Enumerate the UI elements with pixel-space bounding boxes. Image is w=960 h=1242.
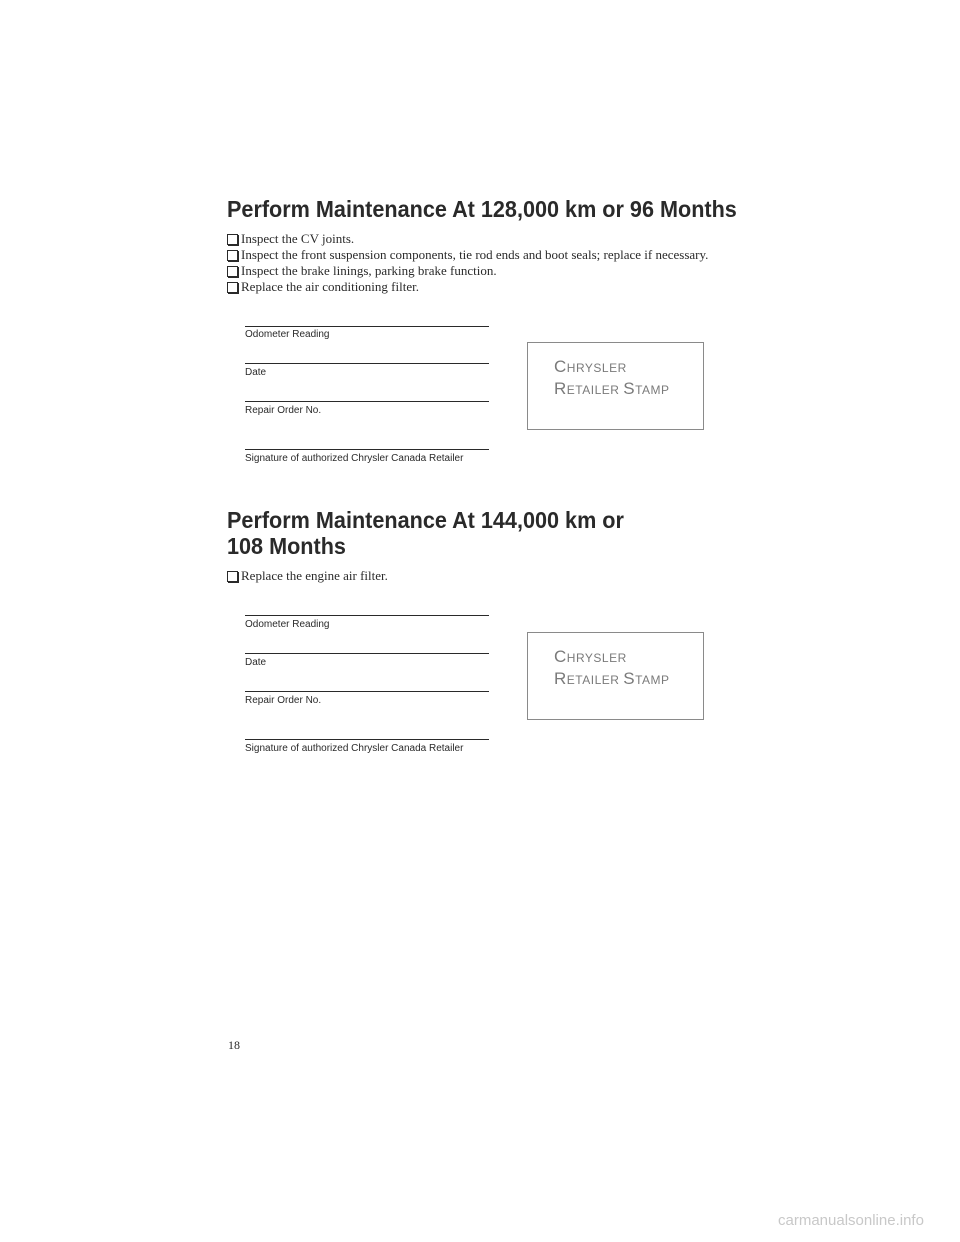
checkbox-icon[interactable] — [227, 571, 238, 582]
checklist-item — [227, 568, 388, 584]
signature-line[interactable] — [245, 739, 489, 740]
repair-order-label: Repair Order No. — [245, 405, 322, 416]
retailer-stamp-box — [527, 342, 704, 430]
checklist-item-text: Inspect the brake linings, parking brake function. — [241, 263, 497, 278]
odometer-label: Odometer Reading — [245, 619, 330, 630]
date-label: Date — [245, 367, 267, 378]
section-2-heading-line-2: 108 Months — [227, 533, 346, 559]
repair-order-line[interactable] — [245, 401, 489, 402]
checklist-item-text: Replace the engine air filter. — [241, 568, 388, 583]
signature-label: Signature of authorized Chrysler Canada Retailer — [245, 453, 464, 464]
date-line[interactable] — [245, 363, 489, 364]
odometer-line[interactable] — [245, 615, 489, 616]
stamp-line-1: CHRYSLER — [554, 647, 627, 666]
section-2-heading-line-1: Perform Maintenance At 144,000 km or — [227, 507, 624, 533]
odometer-label: Odometer Reading — [245, 329, 330, 340]
stamp-line-2: RETAILER STAMP — [554, 379, 670, 398]
repair-order-line[interactable] — [245, 691, 489, 692]
checkbox-icon[interactable] — [227, 266, 238, 277]
retailer-stamp-box — [527, 632, 704, 720]
repair-order-label: Repair Order No. — [245, 695, 322, 706]
page-number: 18 — [228, 1038, 240, 1052]
date-line[interactable] — [245, 653, 489, 654]
checklist-item-text: Inspect the CV joints. — [241, 231, 355, 246]
checklist-item — [227, 247, 708, 263]
signature-line[interactable] — [245, 449, 489, 450]
signature-label: Signature of authorized Chrysler Canada Retailer — [245, 743, 464, 754]
section-1-heading: Perform Maintenance At 128,000 km or 96 Months — [227, 196, 737, 222]
odometer-line[interactable] — [245, 326, 489, 327]
checklist-item-text: Replace the air conditioning filter. — [241, 279, 419, 294]
checklist-item — [227, 231, 354, 247]
checkbox-icon[interactable] — [227, 234, 238, 245]
checklist-item — [227, 279, 419, 295]
stamp-line-2: RETAILER STAMP — [554, 669, 670, 688]
checklist-item — [227, 263, 497, 279]
stamp-line-1: CHRYSLER — [554, 357, 627, 376]
checkbox-icon[interactable] — [227, 282, 238, 293]
checklist-item-text: Inspect the front suspension components, tie rod ends and boot seals; replace if necessary. — [241, 247, 709, 262]
date-label: Date — [245, 657, 267, 668]
checkbox-icon[interactable] — [227, 250, 238, 261]
watermark: carmanualsonline.info — [778, 1212, 924, 1229]
